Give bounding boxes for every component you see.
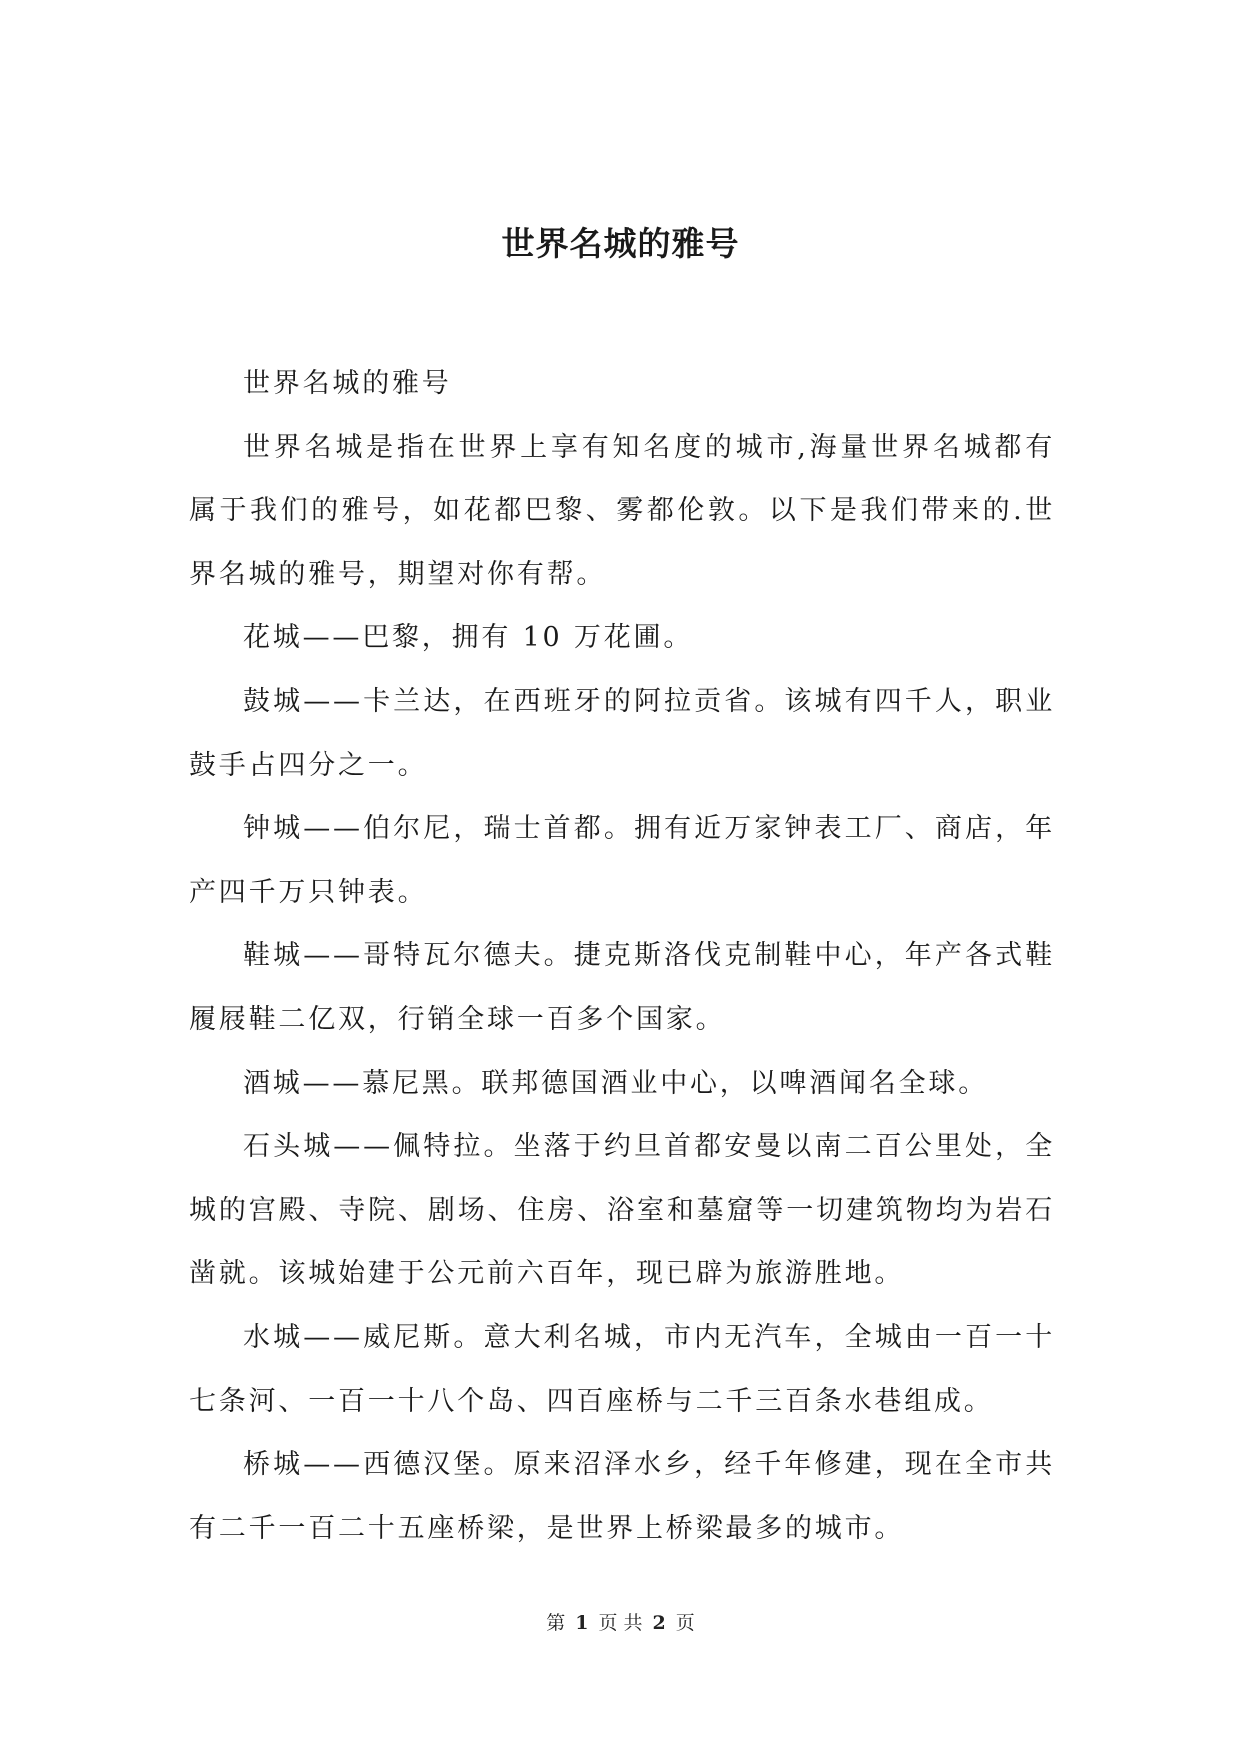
page-footer <box>0 1610 1241 1636</box>
document-body <box>189 352 1055 1560</box>
paragraph: 钟城——伯尔尼，瑞士首都。拥有近万家钟表工厂、商店，年产四千万只钟表。 <box>189 813 1055 908</box>
footer-prefix: 第 <box>546 1612 566 1634</box>
paragraph: 桥城——西德汉堡。原来沼泽水乡，经千年修建，现在全市共有二千一百二十五座桥梁，是世界上桥梁最多的城市。 <box>189 1449 1055 1544</box>
paragraph: 水城——威尼斯。意大利名城，市内无汽车，全城由一百一十七条河、一百一十八个岛、四百座桥与二千三百条水巷组成。 <box>189 1321 1055 1417</box>
footer-suffix: 页 <box>675 1612 695 1634</box>
paragraph: 石头城——佩特拉。坐落于约旦首都安曼以南二百公里处，全城的宫殿、寺院、剧场、住房、浴室和墓窟等一切建筑物均为岩石凿就。该城始建于公元前六百年，现已辟为旅游胜地。 <box>189 1131 1055 1290</box>
current-page-number: 1 <box>575 1612 589 1634</box>
paragraph: 世界名城是指在世界上享有知名度的城市,海量世界名城都有属于我们的雅号，如花都巴黎、雾都伦敦。以下是我们带来的.世界名城的雅号，期望对你有帮。 <box>189 431 1055 590</box>
paragraph: 花城——巴黎，拥有 10 万花圃。 <box>243 622 694 654</box>
paragraph: 酒城——慕尼黑。联邦德国酒业中心，以啤酒闻名全球。 <box>243 1067 988 1099</box>
paragraph: 鞋城——哥特瓦尔德夫。捷克斯洛伐克制鞋中心，年产各式鞋履屐鞋二亿双，行销全球一百多个国家。 <box>189 940 1055 1035</box>
footer-middle: 页 共 <box>598 1612 643 1634</box>
paragraph: 世界名城的雅号 <box>243 368 452 399</box>
document-title: 世界名城的雅号 <box>501 224 740 263</box>
paragraph: 鼓城——卡兰达，在西班牙的阿拉贡省。该城有四千人，职业鼓手占四分之一。 <box>189 685 1055 781</box>
total-pages-number: 2 <box>652 1612 666 1634</box>
